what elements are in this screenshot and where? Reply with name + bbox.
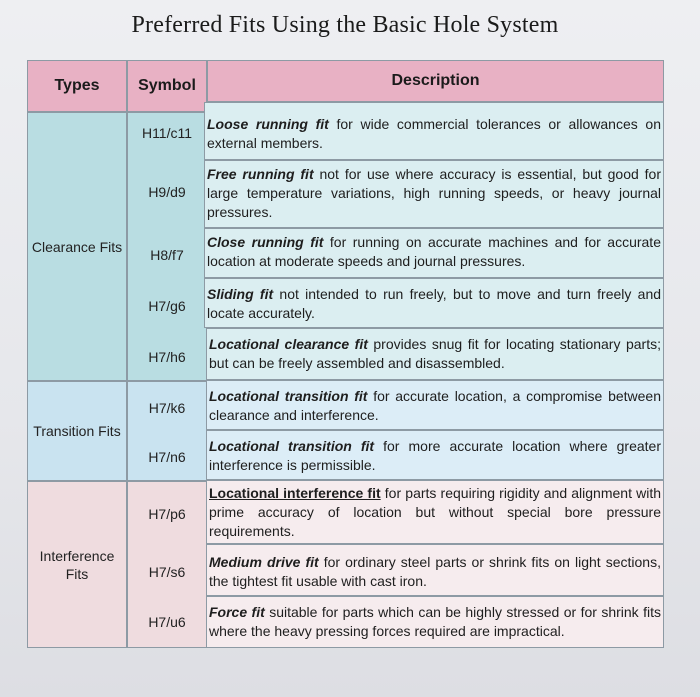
symbol-cell: H7/n6 [148,449,186,465]
symbol-cell: H7/s6 [148,564,186,580]
symbol-cell: H9/d9 [148,184,186,200]
symbol-cell: H11/c11 [141,125,193,141]
group-clearance-fits: Clearance Fits [27,112,127,381]
symbol-cell: H7/h6 [148,349,186,365]
header-description: Description [207,60,664,102]
page-title: Preferred Fits Using the Basic Hole System [131,12,559,38]
symbol-cell: H7/u6 [148,614,186,630]
header-symbol: Symbol [127,60,207,112]
description-cell: Locational interference fit for parts requiring rigidity and alignment with prime accuracy of location but without special bore pressure requirements. [206,480,664,544]
fits-table [27,60,664,648]
description-cell: Locational transition fit for accurate location, a compromise between clearance and interference. [206,380,664,430]
symbol-cell: H7/g6 [148,298,186,314]
symbol-cell: H7/p6 [148,506,186,522]
description-cell: Sliding fit not intended to run freely, but to move and turn freely and locate accurately. [204,278,664,328]
description-cell: Force fit suitable for parts which can be highly stressed or for shrink fits where the heavy pressing forces required are impractical. [206,596,664,648]
description-cell: Close running fit for running on accurate machines and for accurate location at moderate speeds and journal pressures. [204,228,664,278]
group-interference-fits: Interference Fits [27,481,127,648]
description-cell: Locational clearance fit provides snug fit for locating stationary parts; but can be freely assembled and disassembled. [206,328,664,380]
description-cell: Free running fit not for use where accuracy is essential, but good for large temperature variations, high running speeds, or heavy journal pressures. [204,160,664,228]
description-cell: Medium drive fit for ordinary steel parts or shrink fits on light sections, the tightest fit usable with cast iron. [206,544,664,596]
symbol-cell: H8/f7 [150,247,184,263]
description-cell: Loose running fit for wide commercial tolerances or allowances on external members. [204,102,664,160]
description-cell: Locational transition fit for more accurate location where greater interference is permissible. [206,430,664,480]
symbol-cell: H7/k6 [148,400,186,416]
header-types: Types [27,60,127,112]
group-transition-fits: Transition Fits [27,381,127,481]
